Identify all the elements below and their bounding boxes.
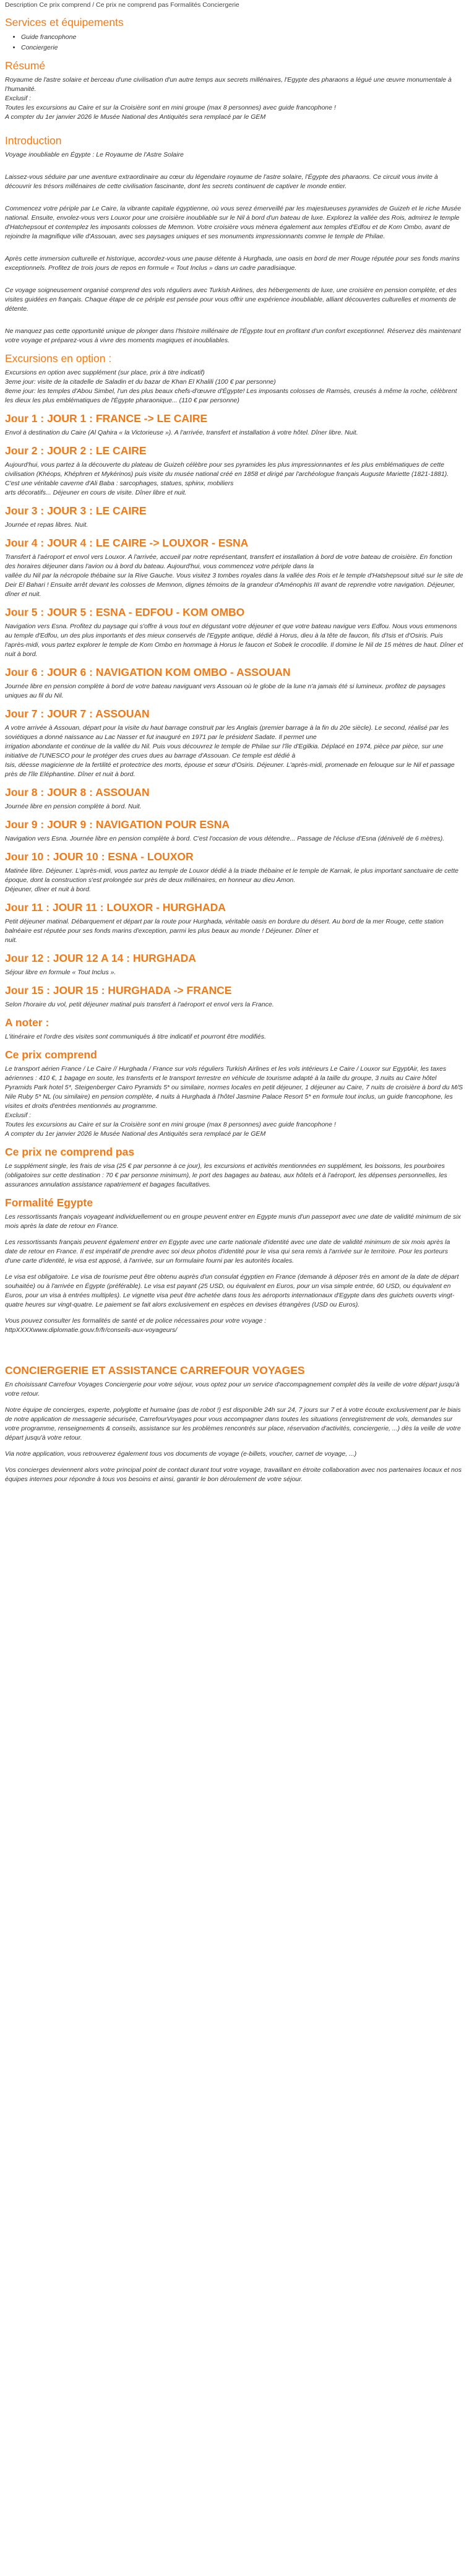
- day-text: Envol à destination du Caire (Al Qahira « la Victorieuse »). A l'arrivée, transfert et installation à votre hôtel. Dîner libre. Nuit.: [5, 429, 358, 436]
- formalite-title: Formalité Egypte: [5, 1196, 93, 1209]
- day-title: Jour 9 : JOUR 9 : NAVIGATION POUR ESNA: [5, 818, 230, 831]
- anoter-title: A noter :: [5, 1016, 49, 1029]
- comprend-text: Exclusif :: [5, 1112, 32, 1119]
- day-text: Journée et repas libres. Nuit.: [5, 521, 88, 529]
- day-text: Journée libre en pension complète à bord. Nuit.: [5, 803, 142, 810]
- day-title: Jour 2 : JOUR 2 : LE CAIRE: [5, 444, 147, 457]
- necomprend-text: Le supplément single, les frais de visa (25 € par personne à ce jour), les excursions et activités mentionnées en supplément, les boissons, les pourboires (obligatoires sur cette destination : 70 € par personne minimum), le port des bagages au bateau, aux hôtels et à l'aéroport, les dépenses personnelles, les assurances annulation assistance rapatriement et bagages facultatives.: [5, 1162, 447, 1188]
- day-title: Jour 7 : JOUR 7 : ASSOUAN: [5, 707, 150, 720]
- list-item: • Guide francophone: [21, 32, 464, 43]
- services-list: [5, 32, 464, 53]
- day-text: A votre arrivée à Assouan, départ pour la visite du haut barrage construit par les Anglais (premier barrage à la fin du 20e siècle). Le second, réalisé par les soviétiques a donné naissance au Lac Nasser et fut inauguré en 1971 par le président Sadate. Il permet une irrigation abondante et continue de la vallée du Nil. Puis vous découvrez le temple de Philae sur l'île d'Egilkia. Déplacé en 1974, pièce par pièce, sur une initiative de l'UNESCO pour le protéger des crues dues au barrage d'Assouan. Ce temple est dédié à Isis, déesse magicienne de la fertilité et protectrice des morts, épouse et sœur d'Osiris. Déjeuner. L'après-midi, promenade en felouque sur le Nil et passage près de l'île Eléphantine. Dîner et nuit à bord.: [5, 724, 455, 778]
- intro-title: Introduction: [5, 134, 62, 147]
- day-text: Aujourd'hui, vous partez à la découverte du plateau de Guizeh célèbre pour ses pyramides les plus impressionnantes et les plus emblématiques de cette civilisation (Khéops, Khéphren et Mykérinos) puis visite du musée national créé en 1858 et dirigé par l'archéologue français Auguste Mariette (1821-1881). C'est une véritable caverne d'Ali Baba : sarcophages, statues, sphinx, mobiliers arts décoratifs... Déjeuner en cours de visite. Dîner libre et nuit.: [5, 461, 449, 496]
- comprend-text: A compter du 1er janvier 2026 le Musée National des Antiquités sera remplacé par le GEM: [5, 1130, 266, 1138]
- excursions-text: 3eme jour: visite de la citadelle de Saladin et du bazar de Khan El Khalili (100 € par personne): [5, 378, 276, 386]
- conciergerie-paragraph: Vos concierges deviennent alors votre principal point de contact durant tout votre voyage, travaillant en étroite collaboration avec nos partenaires locaux et nos équipes internes pour répondre à tous vos besoins et ainsi, garantir le bon déroulement de votre séjour.: [5, 1466, 462, 1483]
- services-title: Services et équipements: [5, 16, 124, 28]
- formalite-paragraph: Le visa est obligatoire. Le visa de tourisme peut être obtenu auprès d'un consulat égyptien en France (demande à déposer très en amont de la date de départ souhaitée) ou à l'arrivée en Égypte (préférable). Le visa est payant (25 USD, ou équivalent en Euros, pour un visa simple entrée, 60 USD, ou équivalent en Euros, pour un visa à entrées multiples). Le vignette visa peut être achetée dans tous les aéroports internationaux d'Egypte dans des guichets ouverts vingt-quatre heures sur vingt-quatre. Le paiement se fait alors exclusivement en espèces en devises étrangères (USD ou Euros).: [5, 1273, 459, 1308]
- resume-text: Exclusif :: [5, 95, 32, 102]
- conciergerie-paragraph: En choisissant Carrefour Voyages Conciergerie pour votre séjour, vous optez pour un service d'accompagnement complet dès la veille de votre départ jusqu'à votre retour.: [5, 1381, 460, 1398]
- formalite-paragraph: Les ressortissants français voyageant individuellement ou en groupe peuvent entrer en Egypte munis d'un passeport avec une date de validité minimum de six mois après la date de retour en France.: [5, 1213, 461, 1230]
- intro-paragraph: Ce voyage soigneusement organisé comprend des vols réguliers avec Turkish Airlines, des hébergements de luxe, une croisière en pension complète, et des visites guidées en français. Chaque étape de ce périple est pensée pour vous offrir une expérience inoubliable, alliant découvertes culturelles et moments de détente.: [5, 287, 457, 313]
- intro-paragraph: Ne manquez pas cette opportunité unique de plonger dans l'histoire millénaire de l'Égypte tout en profitant d'un confort exceptionnel. Réservez dès maintenant votre voyage et préparez-vous à vivre des moments magiques et inoubliables.: [5, 327, 461, 344]
- resume-text: Royaume de l'astre solaire et berceau d'une civilisation d'un autre temps aux secrets millénaires, l'Egypte des pharaons a légué une œuvre monumentale à l'humanité.: [5, 76, 452, 93]
- day-text: Journée libre en pension complète à bord de votre bateau naviguant vers Assouan où le globe de la lune n'a jamais été si lumineux. profitez de paysages uniques au fil du Nil.: [5, 683, 445, 699]
- day-title: Jour 5 : JOUR 5 : ESNA - EDFOU - KOM OMBO: [5, 606, 245, 618]
- intro-paragraph: Laissez-vous séduire par une aventure extraordinaire au cœur du légendaire royaume de l'astre solaire, l'Égypte des pharaons. Ce circuit vous invite à découvrir les trésors millénaires de cette civilisation fascinante, dont les secrets continuent de captiver le monde entier.: [5, 173, 438, 190]
- day-text: Transfert à l'aéroport et envol vers Louxor. A l'arrivée, accueil par notre représentant, transfert et installation à bord de votre bateau de croisière. En fonction des horaires déjeuner dans l'avion ou à bord du bateau. Aujourd'hui, vous commencez votre périple dans la vallée du Nil par la nécropole thébaine sur la Rive Gauche. Vous visitez 3 tombes royales dans la vallée des Rois et le temple d'Hatshepsout situé sur le site de Deir El Bahari ! Ensuite arrêt devant les colosses de Memnon, dignes témoins de la grandeur d'Aménophis III avant de reprendre votre navigation. Déjeuner, dîner et nuit.: [5, 553, 463, 598]
- day-title: Jour 6 : JOUR 6 : NAVIGATION KOM OMBO - ASSOUAN: [5, 666, 291, 678]
- tab-menu[interactable]: Description Ce prix comprend / Ce prix ne comprend pas Formalités Conciergerie: [5, 1, 239, 9]
- intro-paragraph: Commencez votre périple par Le Caire, la vibrante capitale égyptienne, où vous serez émerveillé par les majestueuses pyramides de Guizeh et le riche Musée national. Ensuite, envolez-vous vers Louxor pour une croisière inoubliable sur le Nil à bord d'un bateau de luxe. Explorez la vallée des Rois, admirez le temple d'Hatchepsout et contemplez les imposants colosses de Memnon. Votre croisière vous mènera également aux temples d'Edfou et de Kom Ombo, avant de rejoindre la magnifique ville d'Assouan, avec ses paysages uniques et ses monuments impressionnants comme le temple de Philae.: [5, 205, 462, 240]
- excursions-title: Excursions en option :: [5, 352, 112, 365]
- anoter-text: L'itinéraire et l'ordre des visites sont communiqués à titre indicatif et pourront être modifiés.: [5, 1033, 266, 1040]
- resume-title: Résumé: [5, 59, 46, 72]
- formalite-paragraph: Les ressortissants français peuvent également entrer en Egypte avec une carte nationale d'identité avec une date de validité minimum de six mois après la date de retour en France. Il est impératif de prendre avec soi deux photos d'identité pour le visa qui sera remis à l'arrivée sur le territoire. Pour les porteurs d'une carte d'identité, le visa est apposé, à l'arrivée, sur un formulaire fourni par les autorités locales.: [5, 1238, 450, 1264]
- intro-paragraph: Après cette immersion culturelle et historique, accordez-vous une pause détente à Hurghada, une oasis en bord de mer Rouge réputée pour ses fonds marins exceptionnels. Profitez de trois jours de repos en formule « Tout Inclus » dans un cadre paradisiaque.: [5, 255, 460, 272]
- day-title: Jour 10 : JOUR 10 : ESNA - LOUXOR: [5, 850, 194, 863]
- resume-text: Toutes les excursions au Caire et sur la Croisière sont en mini groupe (max 8 personnes) avec guide francophone !: [5, 104, 336, 111]
- intro-subtitle: Voyage inoubliable en Égypte : Le Royaume de l'Astre Solaire: [5, 151, 184, 158]
- necomprend-title: Ce prix ne comprend pas: [5, 1146, 135, 1158]
- itinerary: [5, 412, 464, 1009]
- day-text: Séjour libre en formule « Tout Inclus ».: [5, 969, 116, 976]
- day-title: Jour 15 : JOUR 15 : HURGHADA -> FRANCE: [5, 984, 232, 996]
- conciergerie-title: CONCIERGERIE ET ASSISTANCE CARREFOUR VOYAGES: [5, 1364, 305, 1377]
- day-title: Jour 11 : JOUR 11 : LOUXOR - HURGHADA: [5, 901, 226, 914]
- list-item: • Conciergerie: [21, 43, 464, 53]
- day-title: Jour 12 : JOUR 12 A 14 : HURGHADA: [5, 952, 196, 964]
- excursions-text: Excursions en option avec supplément (sur place, prix à titre indicatif): [5, 369, 205, 376]
- day-text: Matinée libre. Déjeuner. L'après-midi, vous partez au temple de Louxor dédié à la triade thébaine et le temple de Karnak, le plus important sanctuaire de cette époque, dont la construction s'est prolongée sur près de deux millénaires, en honneur au dieu Amon. Déjeuner, dîner et nuit à bord.: [5, 867, 458, 893]
- day-title: Jour 8 : JOUR 8 : ASSOUAN: [5, 786, 150, 798]
- day-title: Jour 3 : JOUR 3 : LE CAIRE: [5, 504, 147, 517]
- day-title: Jour 1 : JOUR 1 : FRANCE -> LE CAIRE: [5, 412, 208, 425]
- formalite-paragraph: Vous pouvez consulter les formalités de santé et de police nécessaires pour votre voyage : httpXXXXwww.diplomatie.gouv.fr/fr/conseils-aux-voyageurs/: [5, 1317, 267, 1334]
- comprend-text: Le transport aérien France / Le Caire // Hurghada / France sur vols réguliers Turkish Airlines et les vols intérieurs Le Caire / Louxor sur EgyptAir, les taxes aériennes : 410 €, 1 bagage en soute, les transferts et le transport terrestre en véhicule de tourisme adapté à la taille du groupe, 3 nuits au Caire hôtel Pyramids Park hotel 5*, Steigenberger Cairo Pyramids 5* ou similaire, normes locales en petit déjeuner, 1 déjeuner au Caire, 7 nuits de croisière à bord du M/S Nile Ruby 5* NL (ou similaire) en pension complète, 4 nuits à Hurghada à l'hôtel Jasmine Palace Resort 5* en formule tout inclus, un guide francophone, les visites et droits d'entrées mentionnés au programme.: [5, 1065, 463, 1110]
- day-text: Navigation vers Esna. Profitez du paysage qui s'offre à vous tout en dégustant votre déjeuner et que votre bateau navigue vers Edfou. Nous vous emmenons au temple d'Edfou, un des plus importants et des mieux conservés de l'Egypte antique, dédié à Horus, dieu à la tête de faucon, fils d'Isis et d'Osiris. Puis l'après-midi, vous partez explorer le temple de Kom Ombo en hommage à Horus le faucon et Sobek le crocodile. Il domine le Nil de 15 mètres de haut. Dîner et nuit à bord.: [5, 623, 463, 658]
- excursions-text: 8eme jour: les temples d'Abou Simbel, l'un des plus beaux chefs-d'œuvre d'Égypte! Les imposants colosses de Ramsès, creusés à même la roche, célèbrent les dieux les plus emblématiques de l'Égypte pharaonique... (110 € par personne): [5, 387, 457, 404]
- comprend-title: Ce prix comprend: [5, 1048, 97, 1061]
- resume-text: A compter du 1er janvier 2026 le Musée National des Antiquités sera remplacé par le GEM: [5, 113, 266, 121]
- day-title: Jour 4 : JOUR 4 : LE CAIRE -> LOUXOR - ESNA: [5, 537, 249, 549]
- conciergerie-paragraph: Via notre application, vous retrouverez également tous vos documents de voyage (e-billets, voucher, carnet de voyage, ...): [5, 1450, 357, 1458]
- conciergerie-paragraph: Notre équipe de concierges, experte, polyglotte et humaine (pas de robot !) est disponible 24h sur 24, 7 jours sur 7 et à votre écoute exclusivement par le biais de notre application de messagerie sécurisée, CarrefourVoyages pour vous accompagner dans toutes les situations (enregistrement de vols, demandes sur votre programme, renseignements & conseils, assistance sur les problèmes rencontrés sur place, réservation d'activités, conciergerie, ...) dès la veille de votre départ jusqu'à votre retour.: [5, 1406, 461, 1441]
- day-text: Navigation vers Esna. Journée libre en pension complète à bord. C'est l'occasion de vous détendre... Passage de l'écluse d'Esna (dénivelé de 6 mètres).: [5, 835, 445, 842]
- comprend-text: Toutes les excursions au Caire et sur la Croisière sont en mini groupe (max 8 personnes) avec guide francophone !: [5, 1121, 336, 1128]
- day-text: Petit déjeuner matinal. Débarquement et départ par la route pour Hurghada, véritable oasis en bordure du désert. Au bord de la mer Rouge, cette station balnéaire est réputée pour ses fonds marins d'exception, parmi les plus beaux au monde ! Déjeuner. Dîner et nuit.: [5, 918, 444, 944]
- day-text: Selon l'horaire du vol, petit déjeuner matinal puis transfert à l'aéroport et envol vers la France.: [5, 1001, 274, 1008]
